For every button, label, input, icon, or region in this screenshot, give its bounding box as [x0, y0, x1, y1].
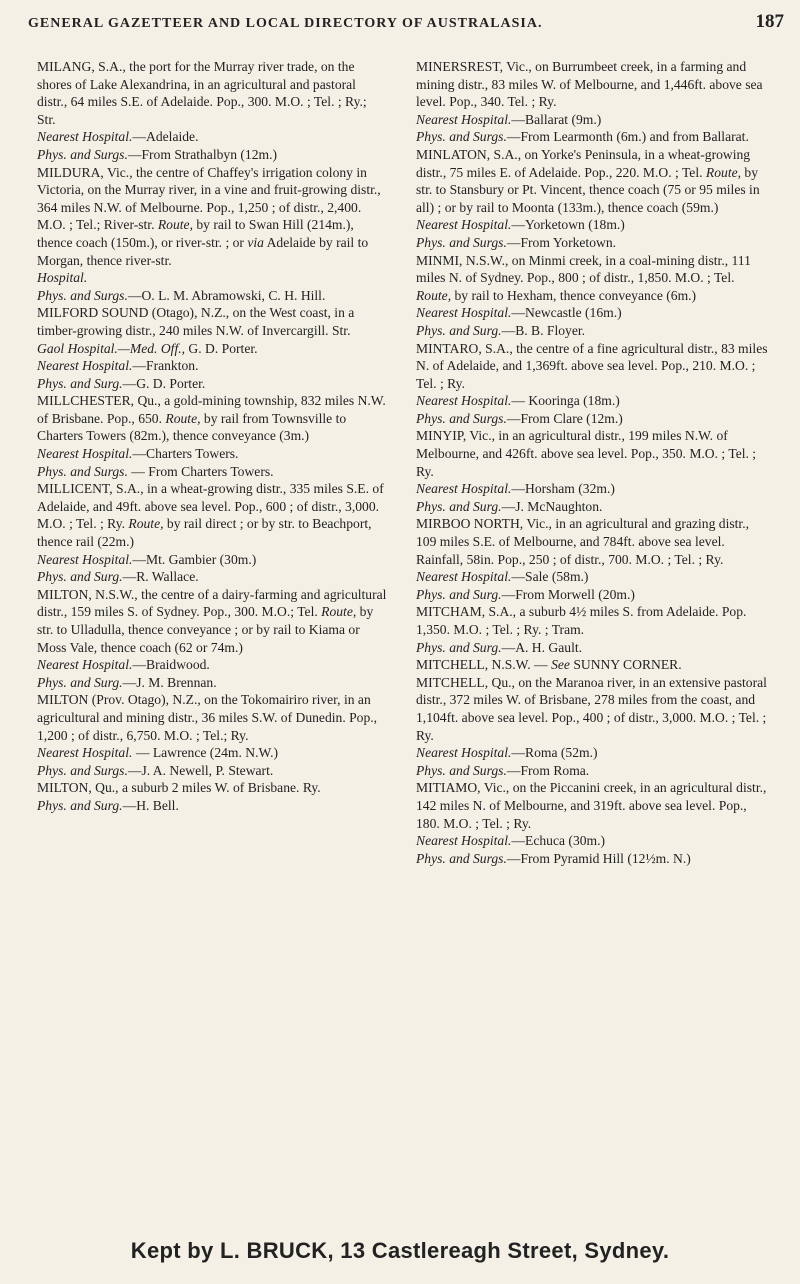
entry-text: — From Charters Towers. — [127, 463, 274, 479]
entry-detail-line — [416, 216, 768, 234]
italic-label: Nearest Hospital. — [37, 551, 133, 567]
entry-text: —From Pyramid Hill (12½m. N.) — [506, 850, 691, 866]
italic-label: Route, — [321, 604, 357, 620]
italic-label: Nearest Hospital. — [416, 745, 512, 761]
entry-text: —Charters Towers. — [132, 446, 239, 462]
entry-text: —J. McNaughton. — [501, 498, 603, 514]
entry-text: —H. Bell. — [122, 797, 179, 813]
entry-text: MILTON, N.S.W., the centre of a dairy-farming and agricultural distr., 159 miles S. of Sydney. Pop., 300. M.O.; Tel. — [37, 586, 387, 620]
italic-label: Phys. and Surgs. — [416, 410, 507, 426]
italic-label: Nearest Hospital. — [416, 569, 512, 585]
entry-text: —From Roma. — [506, 762, 590, 778]
entry-detail-line — [37, 340, 387, 358]
entry-text: MITCHAM, S.A., a suburb 4½ miles S. from Adelaide. Pop. 1,350. M.O. ; Tel. ; Ry. ; Tram. — [416, 604, 747, 637]
entry-detail-line — [416, 832, 768, 850]
entry-detail-line — [37, 656, 387, 674]
entry-text: MILLICENT, S.A., in a wheat-growing distr., 335 miles S.E. of Adelaide, and 49ft. above sea level. Pop., 600 ; of distr., 3,000. M.O. ; Tel. ; Ry. — [37, 481, 384, 532]
italic-label: Nearest Hospital. — [37, 358, 133, 374]
entry-detail-line — [37, 551, 387, 569]
entry-text: by rail to Hexham, thence conveyance (6m.) — [451, 287, 697, 303]
entry-detail-line — [37, 762, 387, 780]
entry-text: —From Strathalbyn (12m.) — [127, 146, 278, 162]
italic-label: Route, — [157, 217, 193, 233]
italic-label: Nearest Hospital. — [416, 305, 512, 321]
italic-label: Phys. and Surg. — [416, 498, 502, 514]
italic-label: Phys. and Surg. — [416, 322, 502, 338]
entry-text: by rail direct ; or by str. to Beachport, thence rail (22m.) — [37, 516, 372, 550]
header-title: GENERAL GAZETTEER AND LOCAL DIRECTORY OF AUSTRALASIA. — [28, 16, 543, 31]
entry-text: —From Yorketown. — [506, 234, 617, 250]
entry-text: —J. M. Brennan. — [122, 674, 217, 690]
entry-text: MILTON (Prov. Otago), N.Z., on the Tokomairiro river, in an agricultural and mining distr., 36 miles S.W. of Dunedin. Pop., 1,200 ; of distr., 6,750. M.O. ; Tel.; Ry. — [37, 692, 378, 743]
gazetteer-entry — [416, 146, 768, 216]
entry-text: MILLCHESTER, Qu., a gold-mining township, 832 miles N.W. of Brisbane. Pop., 650. — [37, 393, 386, 426]
entry-text: —O. L. M. Abramowski, C. H. Hill. — [127, 287, 326, 303]
entry-text: —Braidwood. — [132, 657, 210, 673]
entry-detail-line — [37, 674, 387, 692]
entry-text: —Echuca (30m.) — [511, 833, 606, 849]
entry-text: MIRBOO NORTH, Vic., in an agricultural and grazing distr., 109 miles S.E. of Melbourne, and 784ft. above sea level. Rainfall, 58in. Pop., 250 ; of distr., 700. M.O. ; Tel. ; Ry. — [416, 516, 749, 567]
entry-text: MILTON, Qu., a suburb 2 miles W. of Brisbane. Ry. — [37, 780, 321, 796]
italic-label: Phys. and Surg. — [37, 569, 123, 585]
italic-label: Route, — [165, 410, 201, 426]
entry-detail-line — [416, 744, 768, 762]
gazetteer-entry — [416, 603, 768, 638]
gazetteer-entry — [37, 392, 387, 445]
entry-text: MILDURA, Vic., the centre of Chaffey's irrigation colony in Victoria, on the Murray river, in a vine and fruit-growing distr., 364 miles N.W. of Melbourne. Pop., 1,250 ; of distr., 2,400. M.O. ; Tel.; River-str. — [37, 164, 381, 233]
entry-detail-line — [416, 234, 768, 252]
gazetteer-entry — [416, 779, 768, 832]
entry-text: SUNNY CORNER. — [569, 657, 682, 673]
gazetteer-entry — [37, 586, 387, 656]
entry-text: MILANG, S.A., the port for the Murray river trade, on the shores of Lake Alexandrina, in an agricultural and pastoral distr., 64 miles S.E. of Adelaide. Pop., 300. M.O. ; Tel. ; Ry.; Str. — [37, 59, 367, 127]
left-column — [37, 58, 387, 815]
italic-label: Phys. and Surg. — [416, 639, 502, 655]
right-column — [416, 58, 768, 867]
entry-detail-line — [416, 586, 768, 604]
italic-label: Nearest Hospital. — [416, 111, 512, 127]
gazetteer-entry — [37, 480, 387, 550]
italic-label: Route, — [128, 516, 164, 532]
page-number: 187 — [755, 11, 784, 32]
entry-text: —Adelaide. — [132, 129, 199, 145]
italic-label: Route, — [416, 287, 452, 303]
entry-text: by str. to Ulladulla, thence conveyance ; or by rail to Kiama or Moss Vale, thence coach (62 or 74m.) — [37, 604, 374, 655]
italic-label: Phys. and Surgs. — [416, 234, 507, 250]
entry-detail-line — [37, 445, 387, 463]
entry-detail-line — [37, 568, 387, 586]
gazetteer-entry — [416, 674, 768, 744]
entry-text: MITCHELL, N.S.W. — — [416, 657, 552, 673]
entry-detail-line — [37, 797, 387, 815]
italic-label: Phys. and Surgs. — [37, 463, 128, 479]
italic-label: Nearest Hospital. — [416, 833, 512, 849]
entry-text: MINMI, N.S.W., on Minmi creek, in a coal-mining distr., 111 miles N. of Sydney. Pop., 800 ; of distr., 1,850. M.O. ; Tel. — [416, 252, 751, 286]
entry-text: MINERSREST, Vic., on Burrumbeet creek, in a farming and mining distr., 83 miles W. of Melbourne, and 1,446ft. above sea level. Pop., 340. Tel. ; Ry. — [416, 59, 763, 110]
entry-detail-line — [416, 304, 768, 322]
italic-label: Phys. and Surgs. — [37, 287, 128, 303]
entry-text: —Sale (58m.) — [511, 569, 589, 585]
gazetteer-entry — [37, 691, 387, 744]
entry-text: —J. A. Newell, P. Stewart. — [127, 762, 274, 778]
entry-text: —From Learmonth (6m.) and from Ballarat. — [506, 129, 749, 145]
entry-detail-line — [416, 392, 768, 410]
gazetteer-entry — [416, 252, 768, 305]
gazetteer-entry — [37, 58, 387, 128]
entry-detail-line — [37, 269, 387, 287]
entry-detail-line — [416, 850, 768, 868]
gazetteer-entry — [416, 515, 768, 568]
entry-text: by rail from Townsville to Charters Towers (82m.), thence conveyance (3m.) — [37, 410, 347, 444]
entry-detail-line — [416, 128, 768, 146]
entry-detail-line — [416, 322, 768, 340]
entry-detail-line — [37, 128, 387, 146]
entry-text: —A. H. Gault. — [501, 639, 583, 655]
entry-detail-line — [37, 287, 387, 305]
entry-detail-line — [37, 375, 387, 393]
gazetteer-entry — [37, 779, 387, 797]
entry-text: —Yorketown (18m.) — [511, 217, 625, 233]
italic-label: Nearest Hospital. — [37, 129, 133, 145]
italic-label: Phys. and Surgs. — [37, 146, 128, 162]
gazetteer-entry — [416, 656, 768, 674]
entry-text: by rail to Swan Hill (214m.), thence coach (150m.), or river-str. ; or — [37, 217, 354, 250]
gazetteer-entry — [37, 304, 387, 339]
italic-label: Phys. and Surg. — [416, 586, 502, 602]
entry-text: —Roma (52m.) — [511, 745, 598, 761]
italic-label: Phys. and Surg. — [37, 375, 123, 391]
gazetteer-entry — [416, 427, 768, 480]
italic-label: See — [551, 657, 570, 673]
italic-label: Nearest Hospital. — [37, 657, 133, 673]
entry-text: G. D. Porter. — [185, 340, 258, 356]
entry-detail-line — [416, 762, 768, 780]
italic-label: Gaol Hospital.—Med. Off., — [37, 340, 186, 356]
gazetteer-entry — [416, 58, 768, 111]
entry-text: MILFORD SOUND (Otago), N.Z., on the West coast, in a timber-growing distr., 240 miles N.W. of Invercargill. Str. — [37, 305, 355, 338]
entry-text: Adelaide by rail to Morgan, thence river-str. — [37, 234, 369, 268]
italic-label: Nearest Hospital. — [416, 217, 512, 233]
entry-text: — Kooringa (18m.) — [511, 393, 620, 409]
entry-text: —From Morwell (20m.) — [501, 586, 635, 602]
entry-detail-line — [416, 410, 768, 428]
entry-text: MITIAMO, Vic., on the Piccanini creek, in an agricultural distr., 142 miles N. of Melbourne, and 319ft. above sea level. Pop., 180. M.O. ; Tel. ; Ry. — [416, 780, 767, 831]
entry-text: —From Clare (12m.) — [506, 410, 623, 426]
italic-label: Route, — [705, 164, 742, 180]
italic-label: Phys. and Surgs. — [416, 762, 507, 778]
italic-label: Nearest Hospital. — [416, 481, 512, 497]
entry-text: MINYIP, Vic., in an agricultural distr., 199 miles N.W. of Melbourne, and 426ft. above sea level. Pop., 350. M.O. ; Tel. ; Ry. — [416, 428, 757, 479]
italic-label: Hospital. — [37, 270, 88, 286]
entry-detail-line — [37, 463, 387, 481]
entry-text: MINLATON, S.A., on Yorke's Peninsula, in a wheat-growing distr., 75 miles E. of Adelaide. Pop., 220. M.O. ; Tel. — [416, 146, 751, 180]
running-header — [28, 8, 784, 34]
italic-label: Nearest Hospital. — [416, 393, 512, 409]
entry-text: by str. to Stansbury or Pt. Vincent, thence coach (75 or 95 miles in all) ; or by rail to Moonta (133m.), thence coach (59m.) — [416, 164, 760, 215]
gazetteer-entry — [416, 340, 768, 393]
italic-label: Phys. and Surgs. — [416, 129, 507, 145]
entry-text: MITCHELL, Qu., on the Maranoa river, in an extensive pastoral distr., 372 miles W. of Brisbane, 278 miles from the coast, and 1,104ft. above sea level. Pop., 400 ; of distr., 3,000. M.O. ; Tel. ; Ry. — [416, 674, 767, 743]
entry-text: —Frankton. — [132, 358, 199, 374]
entry-detail-line — [416, 639, 768, 657]
entry-detail-line — [416, 480, 768, 498]
entry-text: —Horsham (32m.) — [511, 481, 615, 497]
entry-text: —Ballarat (9m.) — [511, 111, 602, 127]
entry-detail-line — [37, 146, 387, 164]
italic-label: Phys. and Surg. — [37, 674, 123, 690]
entry-text: MINTARO, S.A., the centre of a fine agricultural distr., 83 miles N. of Adelaide, and 1,369ft. above sea level. Pop., 210. M.O. ; Tel. ; Ry. — [416, 340, 768, 391]
entry-detail-line — [416, 111, 768, 129]
entry-text: —G. D. Porter. — [122, 375, 206, 391]
italic-label: Phys. and Surgs. — [37, 762, 128, 778]
entry-text: —Newcastle (16m.) — [511, 305, 622, 321]
entry-detail-line — [37, 744, 387, 762]
entry-detail-line — [37, 357, 387, 375]
entry-detail-line — [416, 498, 768, 516]
gazetteer-entry — [37, 164, 387, 270]
entry-text: — Lawrence (24m. N.W.) — [132, 745, 279, 761]
italic-label: Phys. and Surgs. — [416, 850, 507, 866]
footer-advert: Kept by L. BRUCK, 13 Castlereagh Street, Sydney. — [130, 1238, 670, 1263]
italic-label: Phys. and Surg. — [37, 797, 123, 813]
italic-label: via — [247, 234, 264, 250]
entry-detail-line — [416, 568, 768, 586]
entry-text: —Mt. Gambier (30m.) — [132, 551, 257, 567]
entry-text: —R. Wallace. — [122, 569, 199, 585]
italic-label: Nearest Hospital. — [37, 745, 133, 761]
entry-text: —B. B. Floyer. — [501, 322, 586, 338]
italic-label: Nearest Hospital. — [37, 446, 133, 462]
